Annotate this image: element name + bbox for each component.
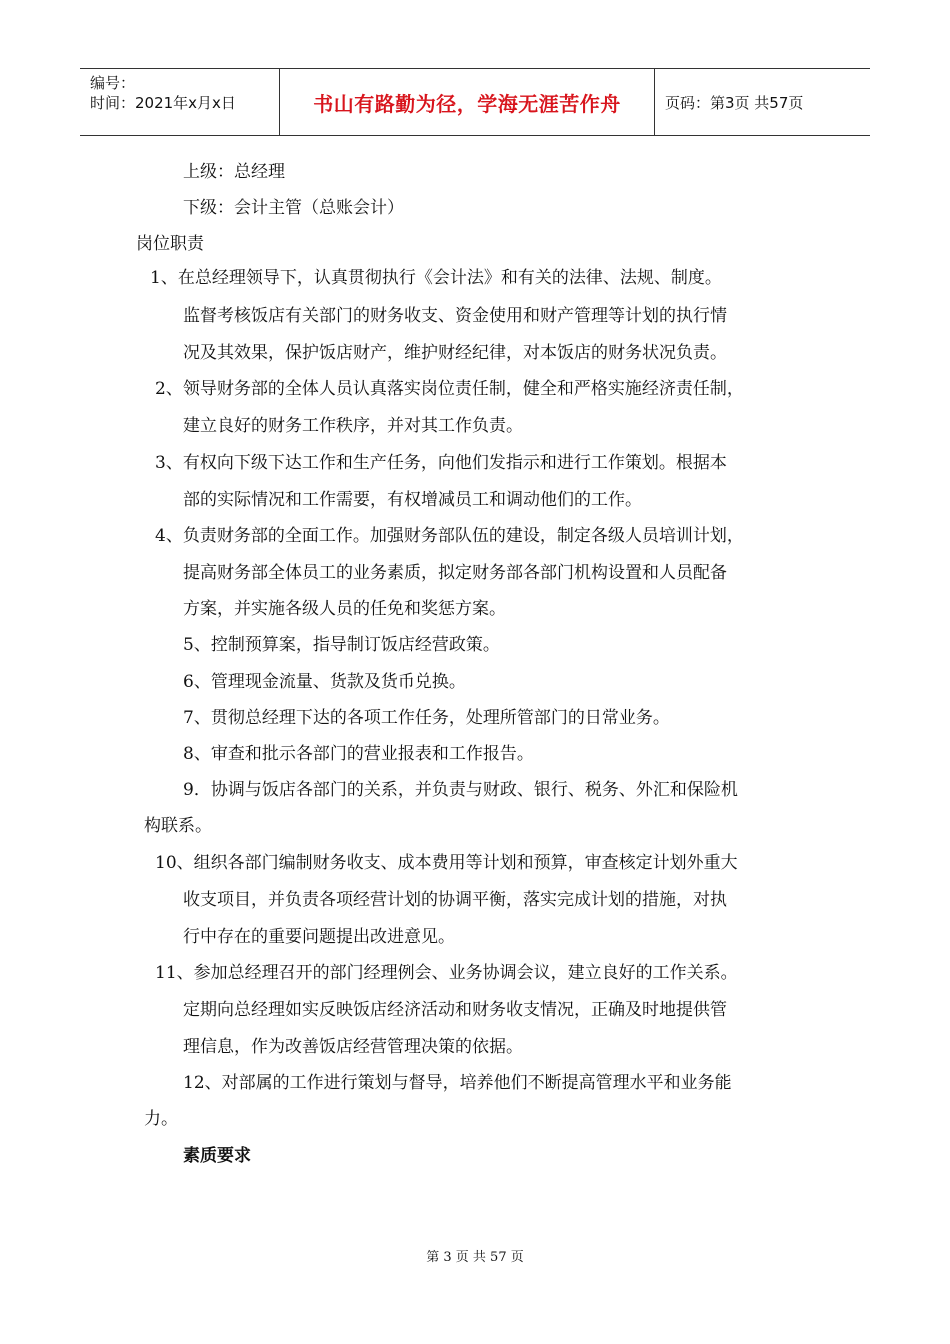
duties-heading: 岗位职责 [136, 234, 204, 254]
duty-line: 12、对部属的工作进行策划与督导，培养他们不断提高管理水平和业务能 [183, 1073, 732, 1093]
duty-line: 收支项目，并负责各项经营计划的协调平衡，落实完成计划的措施，对执 [183, 890, 727, 910]
duty-line: 监督考核饭店有关部门的财务收支、资金使用和财产管理等计划的执行情 [183, 306, 727, 326]
duty-line: 4、负责财务部的全面工作。加强财务部队伍的建设，制定各级人员培训计划， [155, 526, 744, 546]
duty-line: 3、有权向下级下达工作和生产任务，向他们发指示和进行工作策划。根据本 [155, 453, 727, 473]
duty-line: 建立良好的财务工作秩序，并对其工作负责。 [183, 416, 523, 436]
duty-line: 力。 [144, 1109, 178, 1129]
duty-line: 况及其效果，保护饭店财产，维护财经纪律，对本饭店的财务状况负责。 [183, 343, 727, 363]
header-page-cell [655, 69, 870, 135]
duty-line: 部的实际情况和工作需要，有权增减员工和调动他们的工作。 [183, 490, 642, 510]
doc-time-label: 时间：2021年x月x日 [90, 94, 236, 112]
duty-line: 7、贯彻总经理下达的各项工作任务，处理所管部门的日常业务。 [183, 708, 670, 728]
superior-line: 上级：总经理 [183, 162, 285, 182]
page-footer: 第 3 页 共 57 页 [426, 1250, 524, 1265]
duty-line: 9．协调与饭店各部门的关系，并负责与财政、银行、税务、外汇和保险机 [183, 780, 738, 800]
duty-line: 10、组织各部门编制财务收支、成本费用等计划和预算，审查核定计划外重大 [155, 853, 738, 873]
header-page-label: 页码：第3页 共57页 [665, 93, 804, 112]
duty-line: 行中存在的重要问题提出改进意见。 [183, 927, 455, 947]
header-meta-cell [80, 69, 280, 135]
duty-line: 1、在总经理领导下，认真贯彻执行《会计法》和有关的法律、法规、制度。 [150, 268, 722, 288]
duty-line: 5、控制预算案，指导制订饭店经营政策。 [183, 635, 500, 655]
duty-line: 2、领导财务部的全体人员认真落实岗位责任制，健全和严格实施经济责任制， [155, 379, 744, 399]
header-motto-cell [280, 69, 655, 135]
duty-line: 8、审查和批示各部门的营业报表和工作报告。 [183, 744, 534, 764]
header-motto: 书山有路勤为径，学海无涯苦作舟 [313, 91, 621, 116]
duty-line: 构联系。 [144, 816, 212, 836]
duty-line: 定期向总经理如实反映饭店经济活动和财务收支情况，正确及时地提供管 [183, 1000, 727, 1020]
header-table [80, 68, 870, 136]
duty-line: 11、参加总经理召开的部门经理例会、业务协调会议，建立良好的工作关系。 [155, 963, 738, 983]
duty-line: 提高财务部全体员工的业务素质，拟定财务部各部门机构设置和人员配备 [183, 563, 727, 583]
duty-line: 方案，并实施各级人员的任免和奖惩方案。 [183, 599, 506, 619]
duty-line: 理信息，作为改善饭店经营管理决策的依据。 [183, 1037, 523, 1057]
subordinate-line: 下级：会计主管（总账会计） [183, 198, 404, 218]
quality-heading: 素质要求 [183, 1146, 251, 1166]
duty-line: 6、管理现金流量、货款及货币兑换。 [183, 672, 466, 692]
doc-number-label: 编号： [90, 74, 136, 92]
